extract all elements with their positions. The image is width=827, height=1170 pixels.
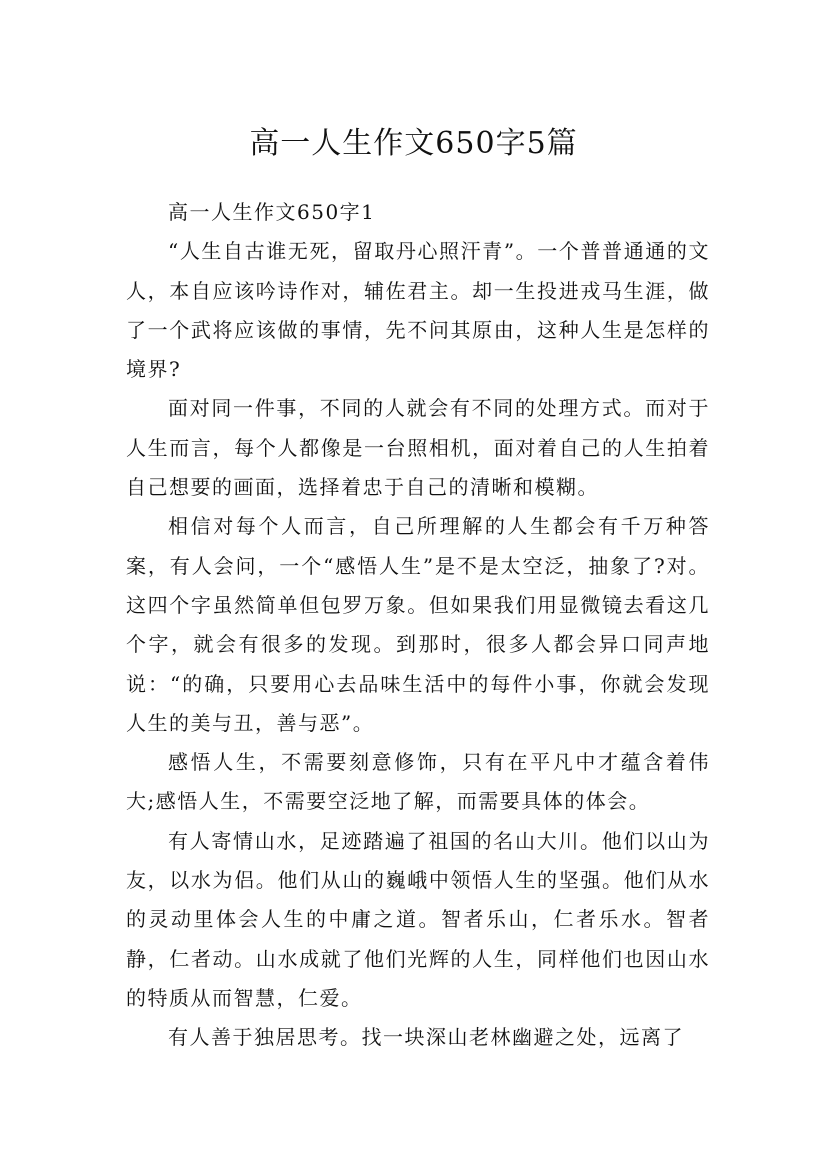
- paragraph: 有人寄情山水，足迹踏遍了祖国的名山大川。他们以山为友，以水为侣。他们从山的巍峨中领悟人生的坚强。他们从水的灵动里体会人生的中庸之道。智者乐山，仁者乐水。智者静，仁者动。山水成就了他们光辉的人生，同样他们也因山水的特质从而智慧，仁爱。: [126, 828, 710, 1010]
- paragraph: 面对同一件事，不同的人就会有不同的处理方式。而对于人生而言，每个人都像是一台照相机，面对着自己的人生拍着自己想要的画面，选择着忠于自己的清晰和模糊。: [126, 396, 710, 500]
- paragraph: “人生自古谁无死，留取丹心照汗青”。一个普普通通的文人，本自应该吟诗作对，辅佐君主。却一生投进戎马生涯，做了一个武将应该做的事情，先不问其原由，这种人生是怎样的境界?: [126, 239, 710, 382]
- paragraph: 有人善于独居思考。找一块深山老林幽避之处，远离了: [168, 1025, 684, 1050]
- paragraph: 相信对每个人而言，自己所理解的人生都会有千万种答案，有人会问，一个“感悟人生”是不是太空泛，抽象了?对。这四个字虽然简单但包罗万象。但如果我们用显微镜去看这几个字，就会有很多的发现。到那时，很多人都会异口同声地说：“的确，只要用心去品味生活中的每件小事，你就会发现人生的美与丑，善与恶”。: [126, 514, 710, 735]
- section-heading: 高一人生作文650字1: [168, 200, 376, 224]
- document-body: [126, 193, 710, 1058]
- document-title: 高一人生作文650字5篇: [249, 126, 578, 162]
- paragraph: 感悟人生，不需要刻意修饰，只有在平凡中才蕴含着伟大;感悟人生，不需要空泛地了解，而需要具体的体会。: [126, 750, 710, 814]
